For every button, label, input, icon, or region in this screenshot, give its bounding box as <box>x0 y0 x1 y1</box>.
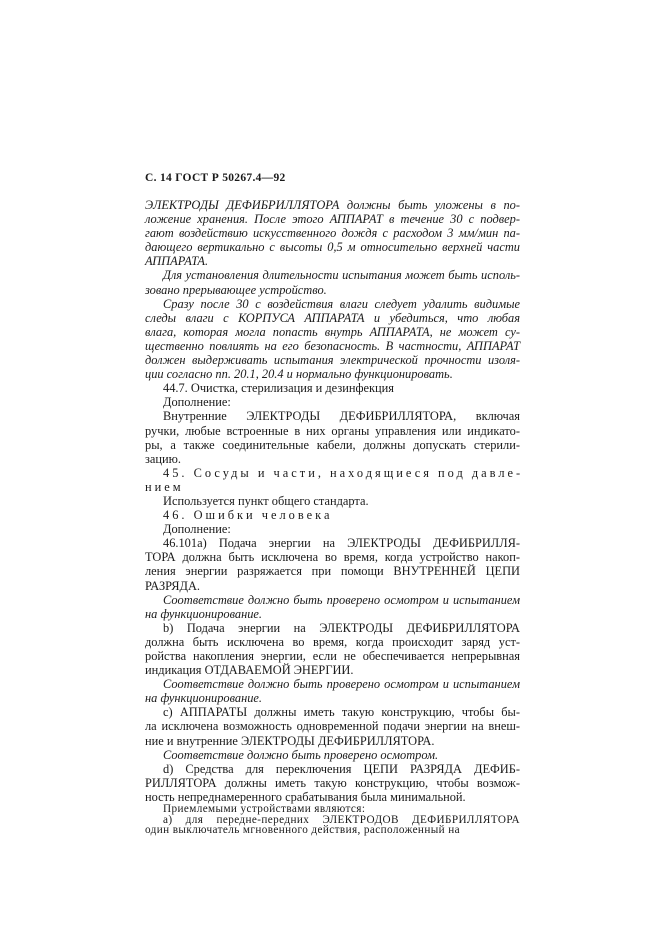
text-line: ры, а также соединительные кабели, должны допускать стерили- <box>145 437 520 452</box>
text-line: Приемлемыми устройствами являются: <box>163 803 366 816</box>
text-line: ние и внутренние ЭЛЕКТРОДЫ ДЕФИБРИЛЛЯТОРА. <box>145 733 435 748</box>
text-line: гают воздействию искусственного дождя с расходом 3 мм/мин па- <box>145 226 520 241</box>
text-line: Сразу после 30 с воздействия влаги следует удалить видимые <box>163 296 520 311</box>
text-line: АППАРАТА. <box>145 254 209 269</box>
text-line: дающего вертикально с высоты 0,5 м относительно верхней части <box>145 240 520 255</box>
text-line: Внутренние ЭЛЕКТРОДЫ ДЕФИБРИЛЛЯТОРА, включая <box>163 409 520 424</box>
text-line: ложение хранения. После этого АППАРАТ в течение 30 с подвер- <box>145 212 520 227</box>
text-line: d) Средства для переключения ЦЕПИ РАЗРЯДА ДЕФИБ- <box>163 761 520 776</box>
text-line: РАЗРЯДА. <box>145 578 201 593</box>
text-line: ручки, любые встроенные в них органы управления или индикато- <box>145 423 520 438</box>
paragraph <box>145 409 520 465</box>
paragraph <box>145 268 520 296</box>
text-line: на функционирование. <box>145 606 263 621</box>
paragraph <box>145 522 520 536</box>
text-line: Дополнение: <box>163 395 231 410</box>
paragraph <box>145 748 520 762</box>
paragraph <box>145 677 520 705</box>
text-line: Соответствие должно быть проверено осмотром и испытанием <box>163 592 520 607</box>
text-line: зовано прерывающее устройство. <box>145 282 327 297</box>
text-line: 45. Сосуды и части, находящиеся под давле- <box>163 465 524 480</box>
paragraph <box>145 508 520 522</box>
text-line: ЭЛЕКТРОДЫ ДЕФИБРИЛЛЯТОРА должны быть уложены в по- <box>145 198 520 212</box>
paragraph <box>145 381 520 395</box>
text-line: 44.7. Очистка, стерилизация и дезинфекция <box>163 381 394 396</box>
paragraph <box>145 815 520 836</box>
text-line: ции согласно пп. 20.1, 20.4 и нормально функционировать. <box>145 367 453 382</box>
text-line: индикация ОТДАВАЕМОЙ ЭНЕРГИИ. <box>145 663 354 678</box>
paragraph <box>145 593 520 621</box>
text-line: один выключатель мгновенного действия, расположенный на <box>145 824 460 837</box>
text-line: с) АППАРАТЫ должны иметь такую конструкцию, чтобы бы- <box>163 705 520 720</box>
text-line: нием <box>145 479 184 494</box>
text-line: Используется пункт общего стандарта. <box>163 493 369 508</box>
text-line: ройства накопления энергии, если не обеспечивается непрерывная <box>145 649 520 663</box>
text-line: РИЛЛЯТОРА должны иметь такую конструкцию, чтобы возмож- <box>145 775 520 790</box>
text-line: влага, которая могла попасть внутрь АППАРАТА, не может су- <box>145 324 520 339</box>
text-line: а) для передне-передних ЭЛЕКТРОДОВ ДЕФИБРИЛЛЯТОРА <box>163 813 520 826</box>
text-line: ТОРА должна быть исключена во время, когда устройство накоп- <box>145 550 520 565</box>
text-line: ла исключена возможность одновременной подачи энергии на внеш- <box>145 719 520 734</box>
text-line: должна быть исключена во время, когда происходит заряд уст- <box>145 634 520 649</box>
paragraph <box>145 395 520 409</box>
text-line: щественно повлиять на его безопасность. В частности, АППАРАТ <box>145 338 520 353</box>
text-line: на функционирование. <box>145 691 263 706</box>
paragraph <box>145 536 520 592</box>
text-line: зацию. <box>145 451 182 466</box>
text-line: Соответствие должно быть проверено осмотром. <box>163 747 439 762</box>
paragraph <box>145 762 520 804</box>
text-line: b) Подача энергии на ЭЛЕКТРОДЫ ДЕФИБРИЛЛЯТОРА <box>163 620 520 635</box>
text-line: Дополнение: <box>163 522 231 537</box>
paragraph <box>145 621 520 677</box>
text-line: следы влаги с КОРПУСА АППАРАТА и убедиться, что любая <box>145 310 520 325</box>
text-line: Соответствие должно быть проверено осмотром и испытанием <box>163 677 520 692</box>
document-body <box>145 198 524 837</box>
text-line: Для установления длительности испытания может быть исполь- <box>163 268 520 283</box>
document-page <box>145 171 524 837</box>
paragraph <box>145 494 520 508</box>
text-line: должен выдерживать испытания электрической прочности изоля- <box>145 353 520 368</box>
paragraph <box>145 705 520 747</box>
text-line: ления энергии разряжается при помощи ВНУТРЕННЕЙ ЦЕПИ <box>145 564 520 579</box>
text-line: ность непреднамеренного срабатывания была минимальной. <box>145 789 466 804</box>
text-line: 46. Ошибки человека <box>163 508 333 523</box>
paragraph <box>145 198 520 268</box>
page-header: С. 14 ГОСТ Р 50267.4—92 <box>145 172 286 184</box>
text-line: 46.101а) Подача энергии на ЭЛЕКТРОДЫ ДЕФИБРИЛЛЯ- <box>163 536 520 551</box>
paragraph <box>145 465 524 494</box>
paragraph <box>145 804 520 815</box>
paragraph <box>145 297 520 382</box>
